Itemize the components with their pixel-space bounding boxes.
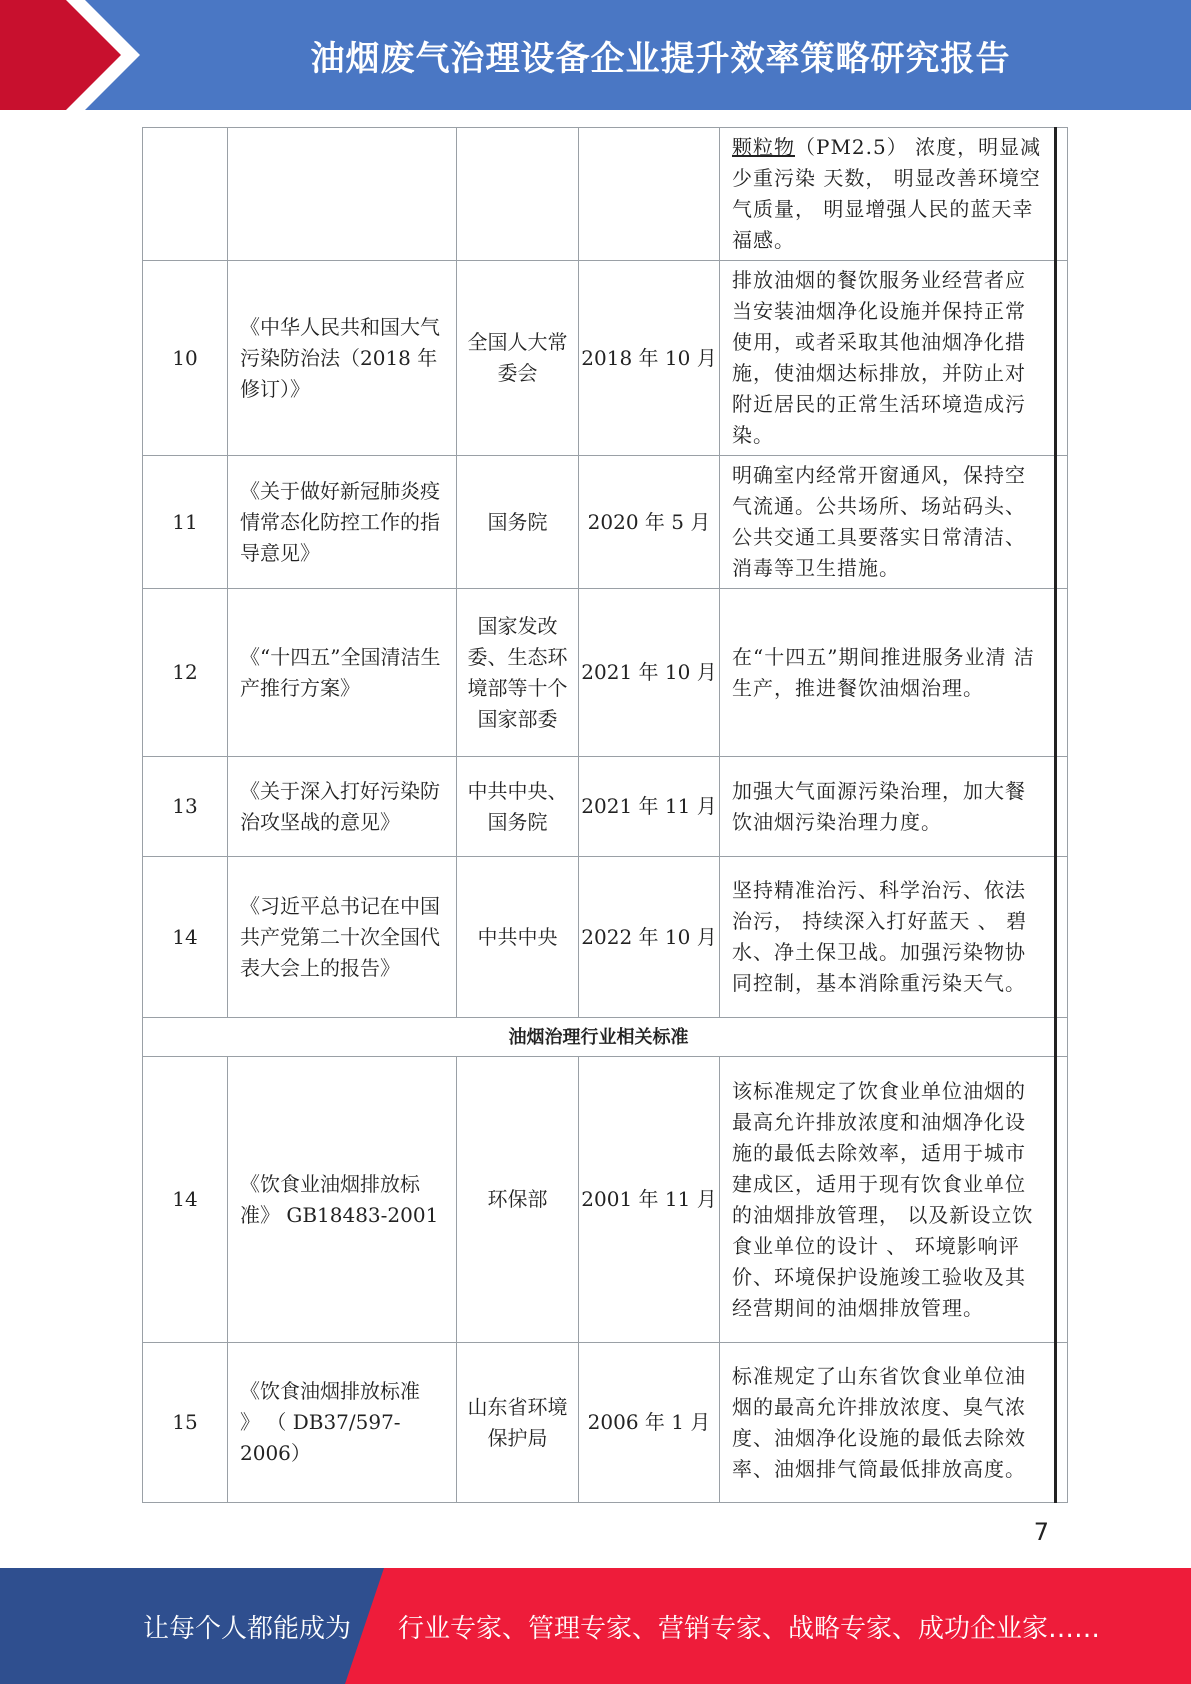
report-title: 油烟废气治理设备企业提升效率策略研究报告: [310, 38, 1011, 79]
content-underlined-text: 颗粒物: [732, 135, 795, 159]
document-name-cell: 《关于做好新冠肺炎疫情常态化防控工作的指导意见》: [228, 456, 457, 589]
row-number-cell: 15: [143, 1343, 228, 1503]
document-name-cell: 《饮食业油烟排放标 准》 GB18483-2001: [228, 1057, 457, 1343]
edge-cell: [1056, 857, 1068, 1018]
issuer-cell: 中共中央、国务院: [457, 757, 579, 857]
content-cell: 明确室内经常开窗通风，保持空 气流通。公共场所、场站码头、 公共交通工具要落实日常清洁、 消毒等卫生措施。: [720, 456, 1056, 589]
table-row: [143, 857, 1068, 1018]
section-title: 油烟治理行业相关标准: [143, 1018, 1056, 1057]
date-cell: 2021 年 10 月: [579, 589, 720, 757]
document-name-cell: 《饮食油烟排放标准 》 （ DB37/597- 2006）: [228, 1343, 457, 1503]
issuer-cell: [457, 128, 579, 261]
table-row: [143, 757, 1068, 857]
content-cell: 加强大气面源污染治理，加大餐 饮油烟污染治理力度。: [720, 757, 1056, 857]
footer-banner: [0, 1568, 1191, 1684]
document-name-cell: 《习近平总书记在中国共产党第二十次全国代表大会上的报告》: [228, 857, 457, 1018]
content-cell: [720, 128, 1056, 261]
row-number-cell: 14: [143, 1057, 228, 1343]
issuer-cell: 国家发改委、生态环境部等十个国家部委: [457, 589, 579, 757]
edge-cell: [1056, 1057, 1068, 1343]
document-name-cell: 《“十四五”全国清洁生产推行方案》: [228, 589, 457, 757]
edge-cell: [1056, 261, 1068, 456]
page-number: 7: [1033, 1518, 1049, 1546]
table-row: [143, 456, 1068, 589]
issuer-cell: 中共中央: [457, 857, 579, 1018]
row-number-cell: 13: [143, 757, 228, 857]
date-cell: 2022 年 10 月: [579, 857, 720, 1018]
issuer-cell: 全国人大常委会: [457, 261, 579, 456]
content-cell: 坚持精准治污、科学治污、依法 治污， 持续深入打好蓝天 、 碧 水、净土保卫战。加强污染物协 同控制，基本消除重污染天气。: [720, 857, 1056, 1018]
table-row: [143, 1343, 1068, 1503]
date-cell: 2001 年 11 月: [579, 1057, 720, 1343]
table-section-row: [143, 1018, 1068, 1057]
table-row: [143, 261, 1068, 456]
edge-cell: [1056, 1343, 1068, 1503]
header-arrow-decoration: [0, 0, 160, 110]
table-row: [143, 589, 1068, 757]
table-row: [143, 1057, 1068, 1343]
edge-cell: [1056, 128, 1068, 261]
edge-cell: [1056, 456, 1068, 589]
policy-table: [142, 127, 1068, 1503]
table-row: [143, 128, 1068, 261]
content-text: （PM2.5） 浓度，明显减少重污染 天数， 明显改善环境空气质量， 明显增强人民的蓝天幸福感。: [732, 135, 1042, 252]
date-cell: 2006 年 1 月: [579, 1343, 720, 1503]
issuer-cell: 国务院: [457, 456, 579, 589]
edge-cell: [1056, 589, 1068, 757]
document-name-cell: [228, 128, 457, 261]
content-cell: 标准规定了山东省饮食业单位油 烟的最高允许排放浓度、臭气浓 度、油烟净化设施的最低去除效 率、油烟排气筒最低排放高度。: [720, 1343, 1056, 1503]
row-number-cell: [143, 128, 228, 261]
row-number-cell: 11: [143, 456, 228, 589]
footer-slogan-right: 行业专家、管理专家、营销专家、战略专家、成功企业家……: [398, 1613, 1101, 1644]
policy-table-container: [142, 127, 1067, 1503]
content-cell: 该标准规定了饮食业单位油烟的 最高允许排放浓度和油烟净化设 施的最低去除效率，适用于城市 建成区，适用于现有饮食业单位 的油烟排放管理， 以及新设立饮 食业单位的设计 、 环境影响评 价、环境保护设施竣工验收及其经营期间的油烟排放管理。: [720, 1057, 1056, 1343]
date-cell: 2020 年 5 月: [579, 456, 720, 589]
edge-cell: [1056, 1018, 1068, 1057]
row-number-cell: 14: [143, 857, 228, 1018]
row-number-cell: 10: [143, 261, 228, 456]
date-cell: [579, 128, 720, 261]
content-cell: 在“十四五”期间推进服务业清 洁生产，推进餐饮油烟治理。: [720, 589, 1056, 757]
document-name-cell: 《关于深入打好污染防治攻坚战的意见》: [228, 757, 457, 857]
content-cell: 排放油烟的餐饮服务业经营者应 当安装油烟净化设施并保持正常 使用，或者采取其他油烟净化措 施，使油烟达标排放，并防止对 附近居民的正常生活环境造成污 染。: [720, 261, 1056, 456]
issuer-cell: 环保部: [457, 1057, 579, 1343]
header-banner: [0, 0, 1191, 110]
edge-cell: [1056, 757, 1068, 857]
date-cell: 2018 年 10 月: [579, 261, 720, 456]
issuer-cell: 山东省环境保护局: [457, 1343, 579, 1503]
footer-slogan-left: 让每个人都能成为: [143, 1613, 352, 1644]
document-name-cell: 《中华人民共和国大气污染防治法（2018 年修订）》: [228, 261, 457, 456]
row-number-cell: 12: [143, 589, 228, 757]
date-cell: 2021 年 11 月: [579, 757, 720, 857]
